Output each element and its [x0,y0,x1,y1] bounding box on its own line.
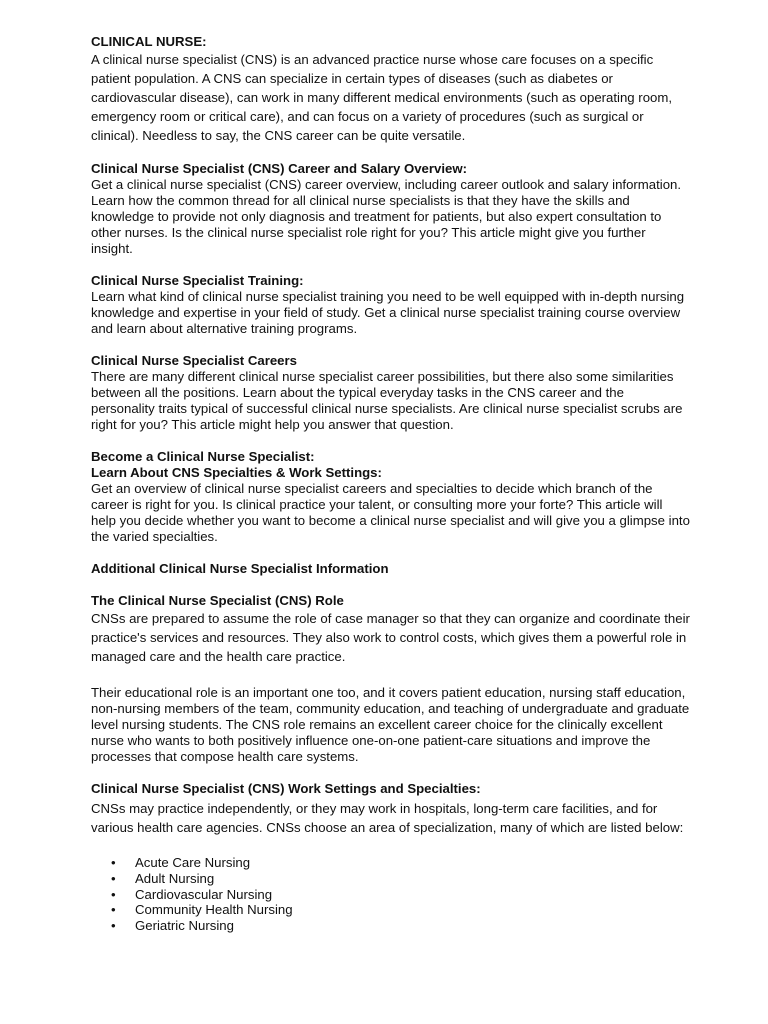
bullet-icon: • [111,870,116,886]
section-body-cns-role-educational: Their educational role is an important one too, and it covers patient education, nursing staff education, non-nursing members of the team, community education, and teaching of undergraduate and graduate level nursing students. The CNS role remains an excellent career choice for the clinically excellent nurse who wants to both positively influence one-on-one patient-care situations and improve the processes that compose health care systems. [91,685,690,764]
section-body-career-salary: Get a clinical nurse specialist (CNS) career overview, including career outlook and salary information. Learn how the common thread for all clinical nurse specialists is that they have the skills and knowledge to provide not only diagnosis and treatment for patients, but also expert consultation to other nurses. Is the clinical nurse specialist role right for you? This article might give you further insight. [91,177,682,256]
section-body-careers: There are many different clinical nurse specialist career possibilities, but there also some similarities between all the positions. Learn about the typical everyday tasks in the CNS career and the personality traits typical of successful clinical nurse specialists. Are clinical nurse specialist scrubs are right for you? This article might help you answer that question. [91,369,683,432]
bullet-icon: • [111,902,116,918]
section-body-cns-role: CNSs are prepared to assume the role of case manager so that they can organize and coordinate their practice's services and resources. They also work to control costs, which gives them a powerful role in managed care and the health care practice. [91,611,690,664]
section-body-become-cns: Get an overview of clinical nurse specialist careers and specialties to decide which branch of the career is right for you. Is clinical practice your talent, or consulting more your forte? This article will help you decide whether you want to become a clinical nurse specialist and will give you a glimpse into the varied specialties. [91,481,690,544]
section-subheading-specialties: Learn About CNS Specialties & Work Settings: [91,465,382,480]
section-heading-become-cns: Become a Clinical Nurse Specialist: [91,449,315,464]
list-item: • Community Health Nursing [111,902,293,918]
section-heading-cns-role: The Clinical Nurse Specialist (CNS) Role [91,593,344,608]
section-heading-clinical-nurse: CLINICAL NURSE: [91,34,207,49]
section-heading-careers: Clinical Nurse Specialist Careers [91,353,297,368]
list-item: • Geriatric Nursing [111,918,234,934]
section-heading-additional-info: Additional Clinical Nurse Specialist Information [91,561,389,576]
specialties-list [91,855,691,934]
list-item: • Acute Care Nursing [111,855,251,870]
section-body-training: Learn what kind of clinical nurse specialist training you need to be well equipped with in-depth nursing knowledge and expertise in your field of study. Get a clinical nurse specialist training course overview and learn about alternative training programs. [91,289,685,336]
section-heading-work-settings: Clinical Nurse Specialist (CNS) Work Settings and Specialties: [91,781,481,796]
section-heading-training: Clinical Nurse Specialist Training: [91,273,304,288]
bullet-icon: • [111,918,116,934]
document-page [91,34,691,934]
list-item: • Adult Nursing [111,870,215,886]
list-item: • Cardiovascular Nursing [111,886,273,902]
bullet-icon: • [111,886,116,902]
section-body-clinical-nurse: A clinical nurse specialist (CNS) is an advanced practice nurse whose care focuses on a specific patient population. A CNS can specialize in certain types of diseases (such as diabetes or cardiovascular disease), can work in many different medical environments (such as operating room, emergency room or critical care), and can focus on a variety of procedures (such as surgical or clinical). Needless to say, the CNS career can be quite versatile. [91,52,673,143]
section-body-work-settings: CNSs may practice independently, or they may work in hospitals, long-term care facilities, and for various health care agencies. CNSs choose an area of specialization, many of which are listed below: [91,801,684,835]
bullet-icon: • [111,855,116,870]
section-heading-career-salary: Clinical Nurse Specialist (CNS) Career and Salary Overview: [91,161,467,176]
